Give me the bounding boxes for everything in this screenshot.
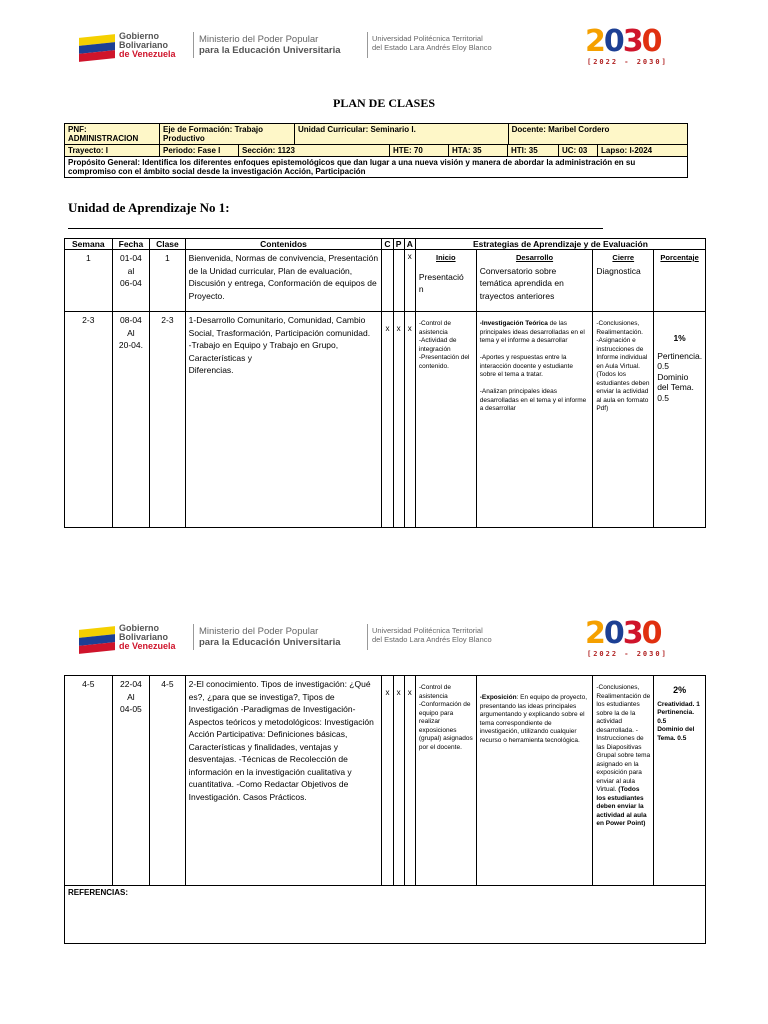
table-row: 1 01-04 al 06-04 1 Bienvenida, Normas de convivencia, Presentación de la Unidad curricular, Plan de evaluación, Discusión y entrega, Conformación de equipos de Proyecto. x Inicio Presentació n Desarrollo Conversatorio sobre temática aprendida en trayectos anteriores Cierre Diagnostica Porcentaje xyxy=(65,250,706,312)
heading-underline xyxy=(68,228,603,229)
page-title: PLAN DE CLASES xyxy=(332,96,436,110)
plan-2030-logo: 2030 [2022 - 2030] xyxy=(585,616,668,658)
table-row: 2-3 08-04 Al 20-04. 2-3 1-Desarrollo Comunitario, Comunidad, Cambio Social, Trasformación, Participación comunidad. -Trabajo en Equipo y Trabajo en Grupo, Características y Diferencias. x x x -Control de asistencia -Actividad de integración -Presentación del contenido. -Investigación Teórica de las principales ideas desarrolladas en el tema y el informe a desarrollar -Aportes y respuestas entre la interacción docente y estudiante sobre el tema a tratar. -Analizan principales ideas desarrolladas en el tema y el informe a desarrollar -Conclusiones, Realimentación. -Asignación e instrucciones de Informe individual en Aula Virtual. (Todos los estudiantes deben enviar la actividad al aula en formato Pdf) 1% Pertinencia. 0.5 Dominio del Tema. 0.5 xyxy=(65,312,706,528)
referencias-row xyxy=(65,886,706,944)
venezuela-flag-icon xyxy=(79,626,115,654)
plan-2030-logo: 2030 [2022 - 2030] xyxy=(585,24,668,66)
hti-cell: HTI: 35 xyxy=(508,145,559,157)
periodo-cell: Periodo: Fase I xyxy=(160,145,239,157)
col-c: C xyxy=(382,239,393,250)
pnf-cell: PNF: ADMINISTRACION xyxy=(65,124,160,145)
universidad-text: Universidad Politécnica Territorial del Estado Lara Andrés Eloy Blanco xyxy=(372,34,492,52)
docente-cell: Docente: Maribel Cordero xyxy=(508,124,687,145)
col-fecha: Fecha xyxy=(112,239,150,250)
col-semana: Semana xyxy=(65,239,113,250)
plan-header-table xyxy=(64,123,688,145)
seccion-cell: Sección: 1123 xyxy=(239,145,390,157)
col-p: P xyxy=(393,239,404,250)
unidad-curricular-cell: Unidad Curricular: Seminario I. xyxy=(295,124,509,145)
table-row: 4-5 22-04 Al 04-05 4-5 2-El conocimiento. Tipos de investigación: ¿Qué es?, ¿para que se investiga?, Tipos de Investigación -Paradigmas de Investigación- Aspectos teóricos y metodológicos: Investigación Acción Participativa: Definiciones básicas, Características y finalidades, ventajas y desventajas. -Técnicas de Recolección de información en la investigación cualitativa y cuantitativa. -Como Redactar Objetivos de Investigación. Casos Prácticos. x x x -Control de asistencia -Conformación de equipo para realizar exposiciones (grupal) asignados por el docente. -Exposición: En equipo de proyecto, presentando las ideas principales argumentando y explicando sobre el tema correspondiente de investigación, utilizando cualquier recurso o herramienta tecnológica. -Conclusiones, Realimentación de los estudiantes sobre la de la actividad desarrollada. -Instrucciones de las Diapositivas Grupal sobre tema asignado en la exposición para enviar al aula Virtual. (Todos los estudiantes deben enviar la actividad al aula en Power Point) 2% Creatividad. 1 Pertinencia. 0.5 Dominio del Tema. 0.5 xyxy=(65,676,706,886)
lapso-cell: Lapso: I-2024 xyxy=(598,145,688,157)
universidad-text: Universidad Politécnica Territorial del Estado Lara Andrés Eloy Blanco xyxy=(372,626,492,644)
ministerio-text: Ministerio del Poder Popular para la Educación Universitaria xyxy=(199,626,341,648)
institutional-banner xyxy=(75,26,687,70)
col-estrategias: Estrategias de Aprendizaje y de Evaluación xyxy=(415,239,705,250)
col-clase: Clase xyxy=(150,239,185,250)
plan-table-page2 xyxy=(64,675,706,944)
referencias-label: REFERENCIAS: xyxy=(65,886,706,944)
institutional-banner-page2 xyxy=(75,618,687,662)
ministerio-text: Ministerio del Poder Popular para la Educación Universitaria xyxy=(199,34,341,56)
hta-cell: HTA: 35 xyxy=(449,145,508,157)
plan-info-row xyxy=(64,144,688,178)
col-contenidos: Contenidos xyxy=(185,239,382,250)
proposito-general: Propósito General: Identifica los diferentes enfoques epistemológicos que dan lugar a una nueva visión y manera de abordar la administración en su compromiso con el ámbito social desde la investigación Acción, Participación xyxy=(65,157,688,178)
hte-cell: HTE: 70 xyxy=(390,145,449,157)
venezuela-flag-icon xyxy=(79,34,115,62)
gobierno-logo-text: Gobierno Bolivariano de Venezuela xyxy=(119,31,176,59)
plan-table-page1 xyxy=(64,238,706,528)
uc-cell: UC: 03 xyxy=(559,145,598,157)
eje-cell: Eje de Formación: Trabajo Productivo xyxy=(160,124,295,145)
trayecto-cell: Trayecto: I xyxy=(65,145,160,157)
col-a: A xyxy=(404,239,415,250)
unidad-aprendizaje-heading: Unidad de Aprendizaje No 1: xyxy=(68,200,230,215)
gobierno-logo-text: Gobierno Bolivariano de Venezuela xyxy=(119,623,176,651)
